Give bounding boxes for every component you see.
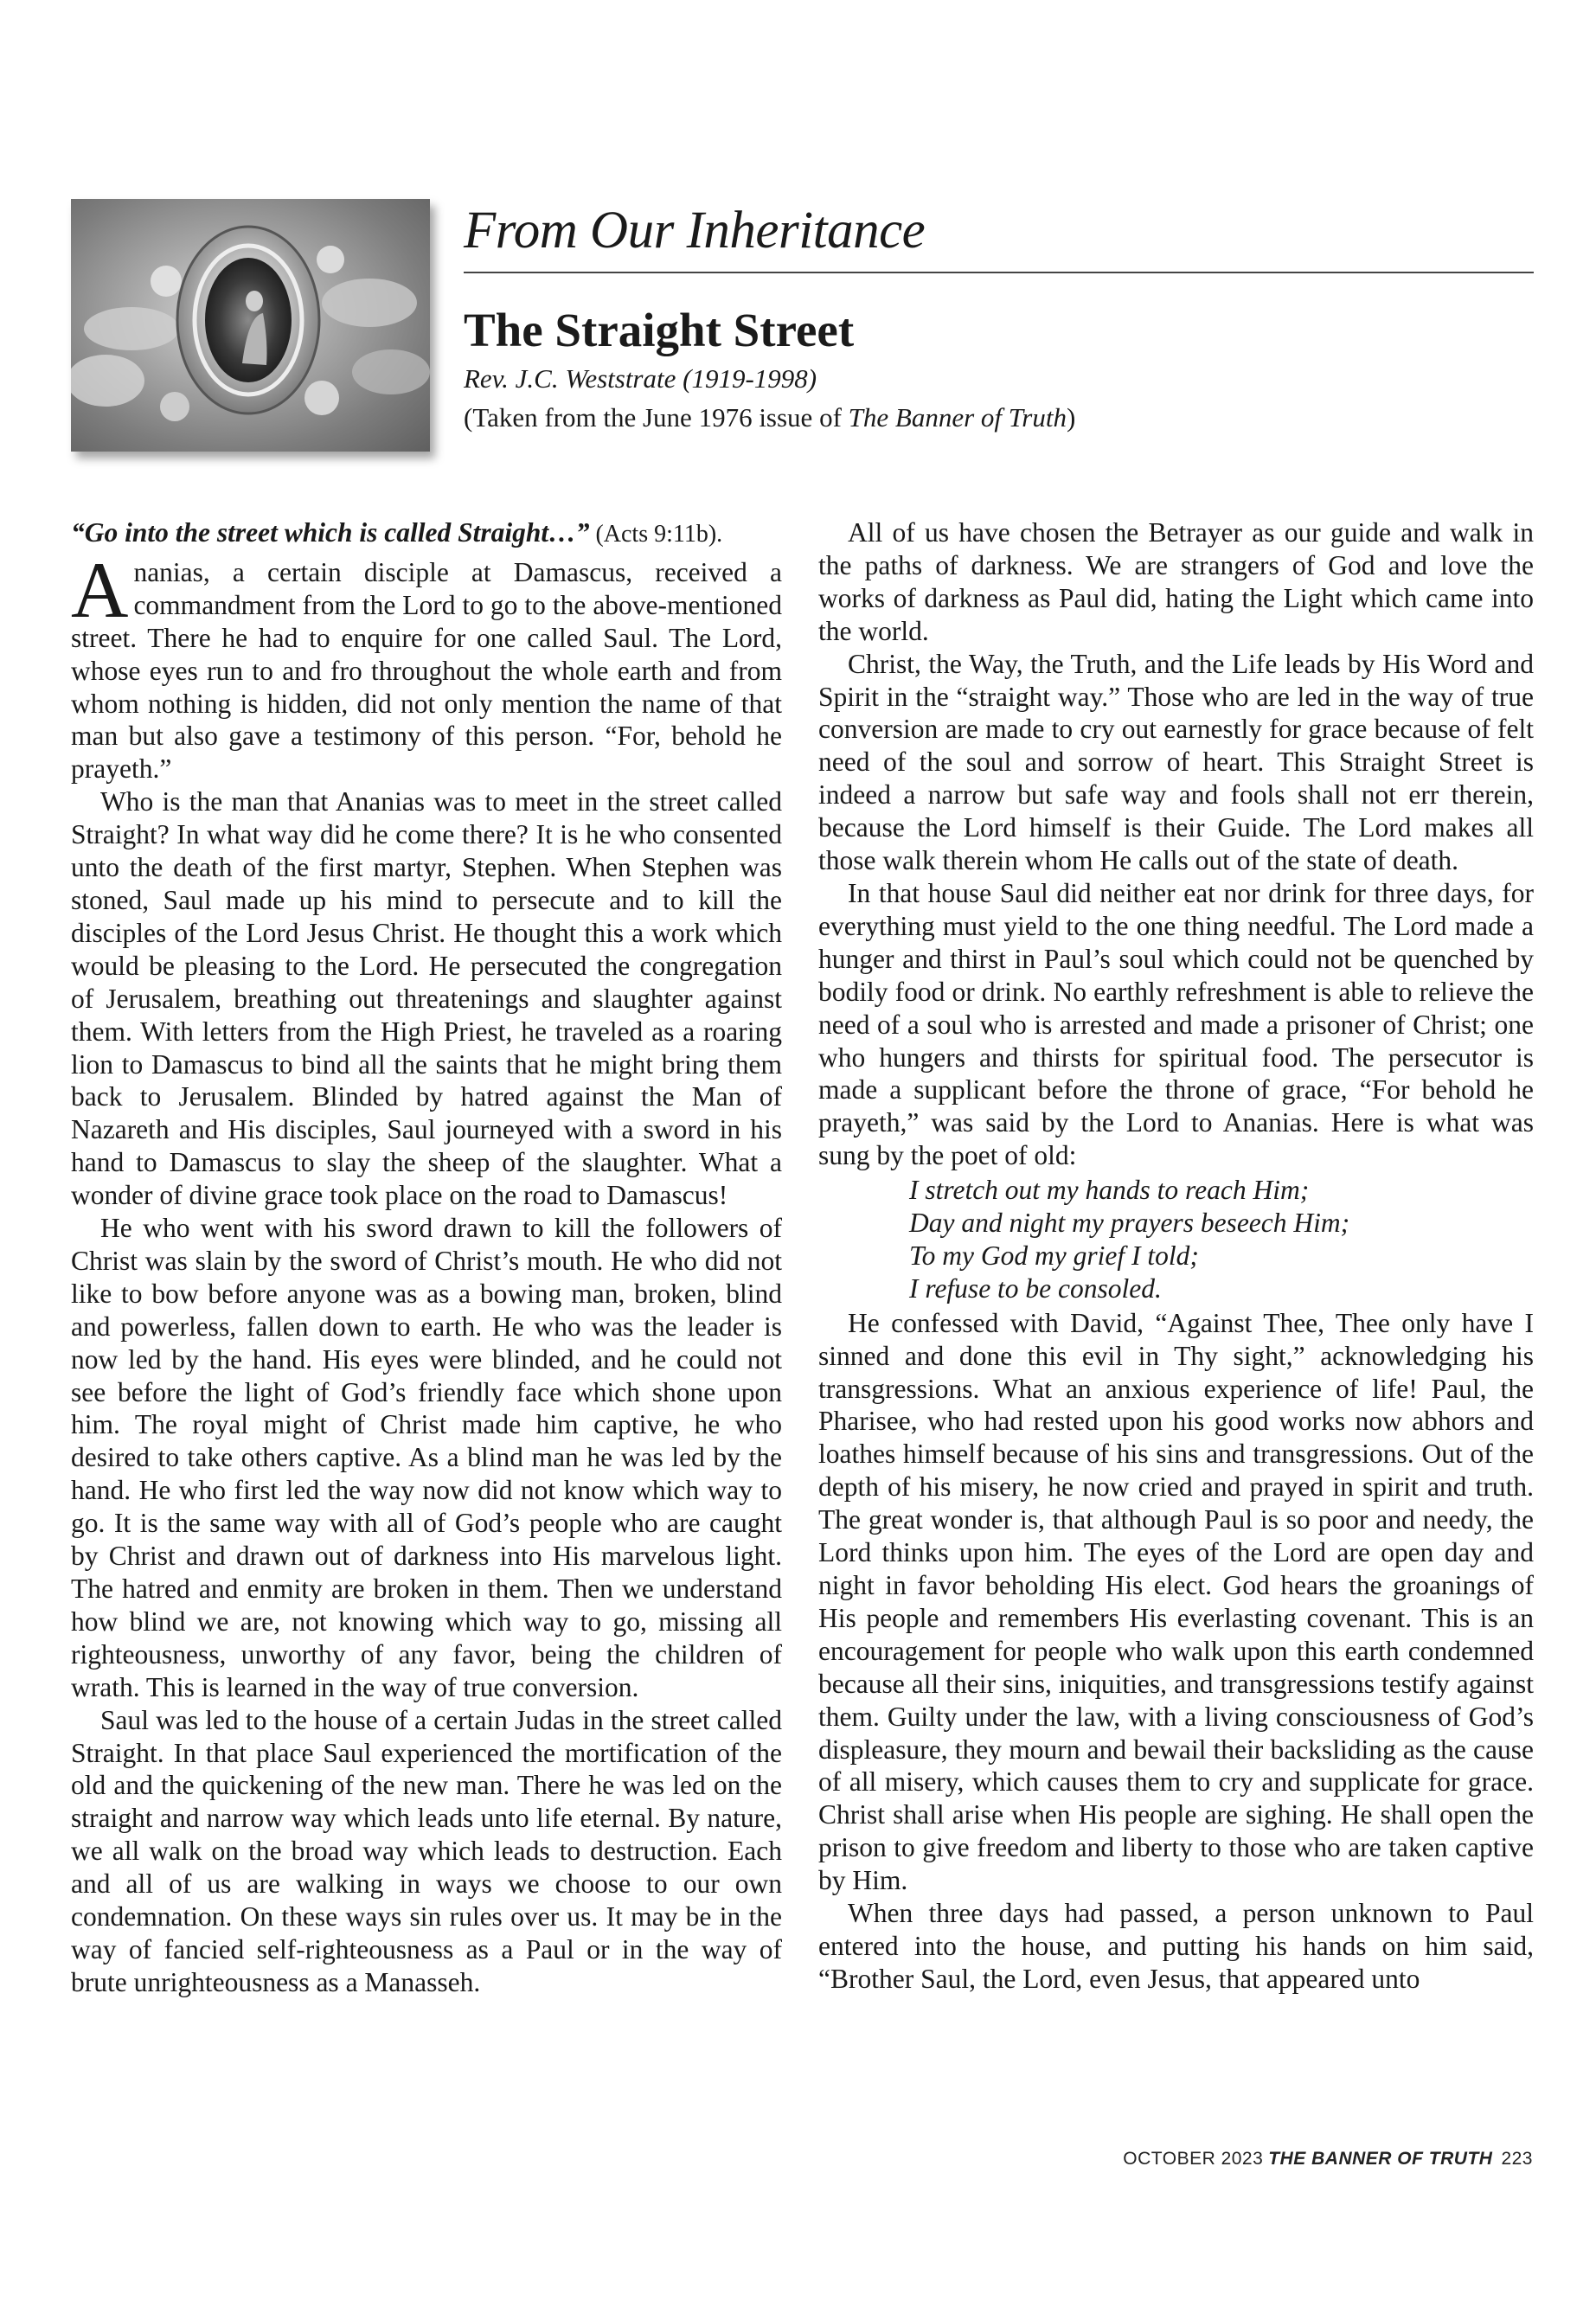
section-title: From Our Inheritance — [464, 202, 926, 260]
poem-line: To my God my grief I told; — [909, 1240, 1199, 1271]
poem-line: Day and night my prayers beseech Him; — [909, 1208, 1350, 1239]
paragraph-5: All of us have chosen the Betrayer as our guide and walk in the paths of darkness. We are strangers of God and love the works of darkness as Paul did, hating the Light which came into the world. — [818, 517, 1534, 646]
paragraph-2: Who is the man that Ananias was to meet in the street called Straight? In what way did he come there? It is he who consented unto the death of the first martyr, Stephen. When Stephen was stoned, Saul made up his mind to persecute and to kill the disciples of the Lord Jesus Christ. He thought this a work which would be pleasing to the Lord. He persecuted the congregation of Jerusalem, breathing out threatenings and slaughter against them. With letters from the High Priest, he traveled as a roaring lion to Damascus to bind all the saints that he might bring them back to Jerusalem. Blinded by hatred against the Man of Nazareth and His disciples, Saul journeyed with a sword in his hand to Damascus to slay the sheep of the slaughter. What a wonder of divine grace took place on the road to Damascus! — [71, 786, 782, 1211]
footer-publication: THE BANNER OF TRUTH — [1268, 2149, 1493, 2169]
poem-quote — [909, 1174, 1534, 1305]
paragraph-1 — [71, 545, 782, 785]
poem-line: I stretch out my hands to reach Him; — [909, 1175, 1310, 1206]
article-source — [464, 404, 1075, 431]
title-divider — [464, 272, 1534, 273]
footer-date: OCTOBER 2023 — [1123, 2149, 1264, 2169]
article-author: Rev. J.C. Weststrate (1919-1998) — [464, 363, 817, 394]
epigraph-reference: (Acts 9:11b). — [589, 521, 723, 548]
paragraph-9: When three days had passed, a person unknown to Paul entered into the house, and putting his hands on him said, “Brother Saul, the Lord, even Jesus, that appeared unto — [818, 1898, 1534, 1994]
left-column — [71, 516, 782, 1999]
paragraph-8: He confessed with David, “Against Thee, Thee only have I sinned and done this evil in Thy sight,” acknowledging his transgressions. What an anxious experience of life! Paul, the Pharisee, who had rested upon his good works now abhors and loathes himself because of his sins and transgressions. Out of the depth of his misery, he now cried and prayed in spirit and truth. The great wonder is, that although Paul is so poor and needy, the Lord thinks upon him. The eyes of the Lord are open day and night in favor beholding His elect. God hears the groanings of His people and remembers His everlasting covenant. This is an encouragement for people who walk upon this earth condemned because all their sins, iniquities, and transgressions testify against them. Guilty under the law, with a living consciousness of God’s displeasure, they mourn and bewail their backsliding as the cause of all misery, which causes them to cry and supplicate for grace. Christ shall arise when His people are sighing. He shall open the prison to give freedom and liberty to those who are taken captive by Him. — [818, 1307, 1534, 1896]
paragraph-3: He who went with his sword drawn to kill the followers of Christ was slain by the sword of Christ’s mouth. He who did not like to bow before anyone was as a bowing man, broken, blind and powerless, fallen down to earth. He who was the leader is now led by the hand. His eyes were blinded, and he could not see before the light of God’s friendly face which shone upon him. The royal might of Christ made him captive, he who desired to take others captive. As a blind man he was led by the hand. He who first led the way now did not know which way to go. It is the same way with all of God’s people who are caught by Christ and drawn out of darkness into His marvelous light. The hatred and enmity are broken in them. Then we understand how blind we are, not knowing which way to go, missing all righteousness, unworthy of any favor, being the children of wrath. This is learned in the way of true conversion. — [71, 1213, 782, 1702]
drop-cap: A — [71, 545, 129, 634]
epigraph-quote: “Go into the street which is called Straight…” — [71, 517, 590, 548]
paragraph-7: In that house Saul did neither eat nor drink for three days, for everything must yield to the one thing needful. The Lord made a hunger and thirst in Paul’s soul which could not be quenched by bodily food or drink. No earthly refreshment is able to relieve the need of a soul who is arrested and made a prisoner of Christ; one who hungers and thirsts for spiritual food. The persecutor is made a supplicant before the throne of grace, “For behold he prayeth,” was said by the Lord to Ananias. Here is what was sung by the poet of old: — [818, 877, 1534, 1171]
paragraph-6: Christ, the Way, the Truth, and the Life leads by His Word and Spirit in the “straight way.” Those who are led in the way of true conversion are made to cry out earnestly for grace because of felt need of the soul and sorrow of heart. This Straight Street is indeed a narrow but safe way and fools shall not err therein, because the Lord himself is their Guide. The Lord makes all those walk therein whom He calls out of the state of death. — [818, 648, 1534, 876]
right-column — [818, 516, 1534, 1996]
header-image-brooch — [71, 199, 430, 452]
paragraph-4: Saul was led to the house of a certain Judas in the street called Straight. In that place Saul experienced the mortification of the old and the quickening of the new man. There he was led on the straight and narrow way which leads unto life eternal. By nature, we all walk on the broad way which leads to destruction. Each and all of us are walking in ways we choose to our own condemnation. On these ways sin rules over us. It may be in the way of fancied self-righteousness as a Paul or in the way of brute unrighteousness as a Manasseh. — [71, 1704, 782, 1997]
page-number: 223 — [1501, 2149, 1533, 2169]
paragraph-1-text: nanias, a certain disciple at Damascus, received a commandment from the Lord to go to the above-mentioned street. There he had to enquire for one called Saul. The Lord, whose eyes run to and fro throughout the whole earth and from whom nothing is hidden, did not only mention the name of that man but also gave a testimony of this person. “For, behold he prayeth.” — [71, 556, 782, 785]
source-suffix: ) — [1067, 402, 1076, 433]
article-title: The Straight Street — [464, 304, 855, 356]
poem-line: I refuse to be consoled. — [909, 1272, 1162, 1304]
source-prefix: (Taken from the June 1976 issue of — [464, 402, 849, 433]
source-publication: The Banner of Truth — [848, 402, 1067, 433]
page-footer — [1123, 2149, 1533, 2170]
epigraph — [71, 516, 782, 551]
